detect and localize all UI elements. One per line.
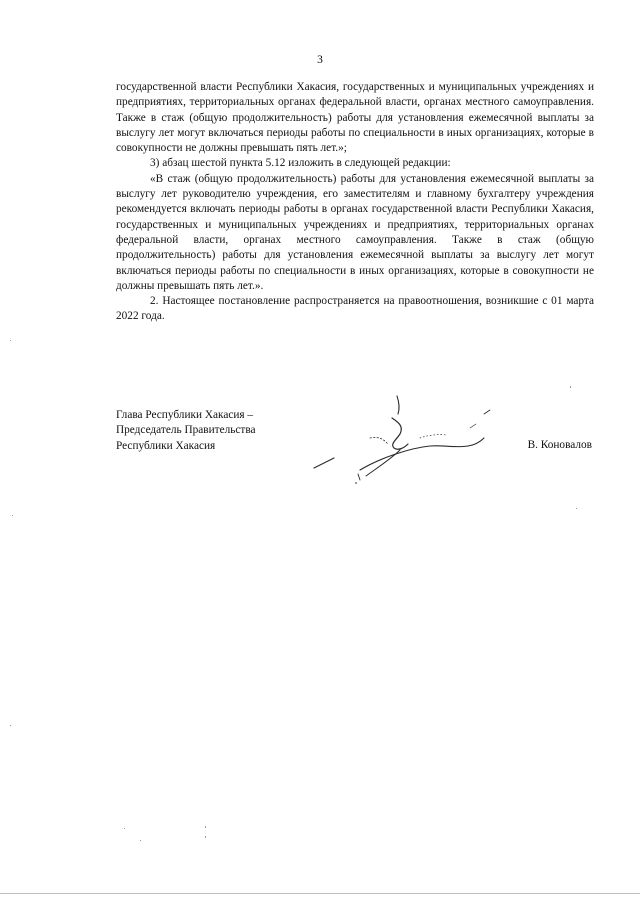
signatory-title-line-2: Председатель Правительства bbox=[116, 424, 256, 437]
signatory-title-line-1: Глава Республики Хакасия – bbox=[116, 409, 254, 421]
signatory-name: В. Коновалов bbox=[527, 439, 592, 451]
paragraph-effective-date: 2. Настоящее постановление распространяется на правоотношения, возникшие с 01 марта 2022 года. bbox=[116, 295, 594, 323]
paragraph-continuation: государственной власти Республики Хакасия, государственных и муниципальных учреждениях и предприятиях, территориальных органах федеральной власти, органах местного самоуправления. Также в стаж (общую продолжительность) работы для установления ежемесячной выплаты за выслугу лет могут включаться периоды работы по специальности в иных организациях, которые в совокупности не должны превышать пять лет.»; bbox=[116, 81, 594, 155]
signatory-title-line-3: Республики Хакасия bbox=[116, 439, 216, 452]
scan-bottom-edge bbox=[0, 893, 640, 894]
page-number: 3 bbox=[317, 54, 323, 66]
document-body bbox=[116, 80, 594, 325]
paragraph-quoted-wording: «В стаж (общую продолжительность) работы для установления ежемесячной выплаты за выслугу лет руководителю учреждения, его заместителям и главному бухгалтеру учреждения рекомендуется включать периоды работы в органах государственной власти Республики Хакасия, государственных и муниципальных учреждениях и предприятиях, территориальных органах федеральной власти, органах местного самоуправления. Также в стаж (общую продолжительность) работы для установления ежемесячной выплаты за выслугу лет могут включаться периоды работы по специальности в иных организациях, которые в совокупности не должны превышать пять лет.». bbox=[116, 172, 594, 292]
paragraph-amendment-item-3: 3) абзац шестой пункта 5.12 изложить в следующей редакции: bbox=[150, 157, 451, 170]
handwritten-signature bbox=[300, 388, 520, 493]
